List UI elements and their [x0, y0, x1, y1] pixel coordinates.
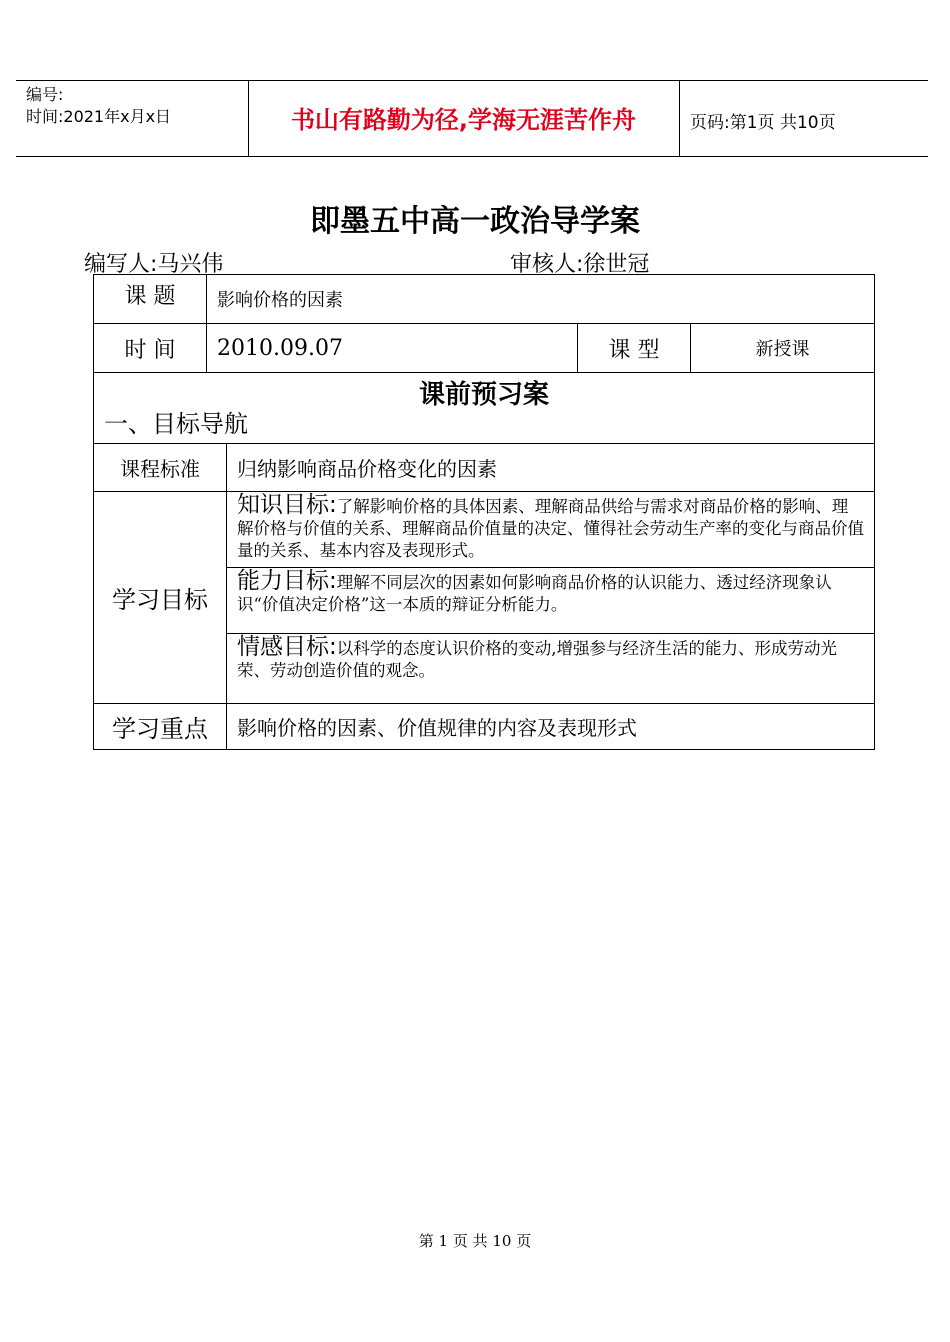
emotion-goal: [227, 634, 875, 704]
header-meta: [26, 84, 171, 128]
type-label: 课 型: [578, 324, 691, 373]
info-table: [93, 274, 875, 373]
knowledge-goal: [227, 492, 875, 568]
objectives-label: 学习目标: [94, 492, 227, 704]
number-label: 编号:: [26, 85, 64, 104]
ability-body: 理解不同层次的因素如何影响商品价格的认识能力、透过经济现象认识“价值决定价格”这一本质的辩证分析能力。: [237, 573, 832, 614]
goals-table: [93, 443, 875, 750]
header-page-label: 页码:第1页 共10页: [690, 113, 836, 133]
author-label: 编写人:马兴伟: [84, 252, 224, 277]
document-title: 即墨五中高一政治导学案: [310, 204, 640, 239]
time-label: 时间:2021年x月x日: [26, 107, 172, 126]
preview-subtitle: 一、目标导航: [104, 410, 248, 438]
header-bottom-rule: [16, 156, 928, 157]
emotion-body: 以科学的态度认识价格的变动,增强参与经济生活的能力、形成劳动光荣、劳动创造价值的观念。: [237, 639, 837, 680]
header-motto: 书山有路勤为径,学海无涯苦作舟: [290, 106, 637, 134]
preview-title: 课前预习案: [418, 380, 549, 410]
time-row-label: 时 间: [94, 324, 207, 373]
ability-head: 能力目标:: [237, 568, 337, 594]
emotion-head: 情感目标:: [237, 634, 337, 660]
focus-value: 影响价格的因素、价值规律的内容及表现形式: [227, 704, 875, 750]
focus-label: 学习重点: [94, 704, 227, 750]
topic-value: 影响价格的因素: [207, 275, 875, 324]
knowledge-head: 知识目标:: [237, 492, 337, 518]
standard-value: 归纳影响商品价格变化的因素: [227, 444, 875, 492]
footer-page-number: 第 1 页 共 10 页: [418, 1232, 532, 1250]
time-row-value: 2010.09.07: [207, 324, 578, 373]
knowledge-body: 了解影响价格的具体因素、理解商品供给与需求对商品价格的影响、理解价格与价值的关系、理解商品价值量的决定、懂得社会劳动生产率的变化与商品价值量的关系、基本内容及表现形式。: [237, 497, 864, 560]
reviewer-label: 审核人:徐世冠: [510, 252, 650, 277]
topic-label: 课 题: [94, 275, 207, 324]
header-top-rule: [16, 80, 928, 81]
type-value: 新授课: [691, 324, 875, 373]
standard-label: 课程标准: [94, 444, 227, 492]
header-divider: [679, 80, 680, 156]
ability-goal: [227, 568, 875, 634]
